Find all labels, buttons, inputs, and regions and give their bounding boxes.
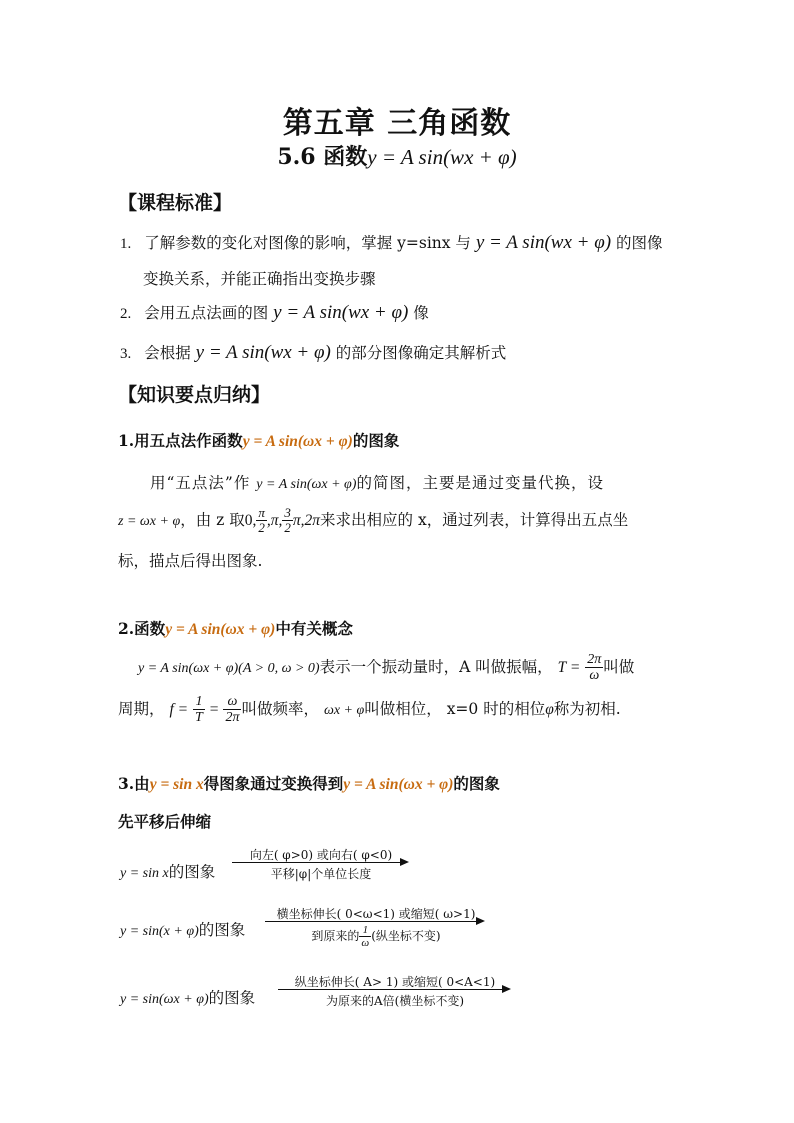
- s2-line1: [138, 652, 634, 684]
- s2-title-formula: y = A sin(ωx + φ): [165, 621, 276, 638]
- s2-text: 叫做相位，: [364, 699, 442, 718]
- standard-text-post: 的图像: [616, 234, 663, 252]
- z-formula: z = ωx + φ: [118, 513, 181, 529]
- s1-para-line1: [150, 471, 604, 493]
- standard-item-2: [120, 301, 429, 324]
- step3-arrow-bottom: 为原来的A倍(横坐标不变): [325, 994, 465, 1008]
- frac-den: ω: [589, 668, 600, 684]
- knowledge-heading: 【知识要点归纳】: [118, 384, 271, 406]
- step-suffix: 的图象: [198, 921, 246, 939]
- step1-arrow-top: 向左( φ>0) 或向右( φ<0): [249, 848, 393, 862]
- s2-title-pre: 2.函数: [118, 619, 166, 638]
- value: π,2π: [292, 511, 321, 529]
- standard-item-3: [120, 341, 506, 364]
- list-number: 2.: [120, 306, 132, 322]
- standard-text: 了解参数的变化对图像的影响，掌握 y=sinx 与: [144, 234, 471, 252]
- s1-text-post: 的简图，主要是通过变量代换，设: [356, 474, 604, 492]
- phase-formula: ωx + φ: [323, 702, 365, 718]
- s2-text: 叫做频率，: [241, 699, 319, 718]
- standard-text: 会根据: [144, 344, 191, 362]
- period-label: T =: [557, 658, 581, 676]
- standards-heading: 【课程标准】: [118, 192, 233, 214]
- frac-num: π: [258, 505, 265, 520]
- step2-arrow-top: 横坐标伸长( 0<ω<1) 或缩短( ω>1): [276, 907, 476, 921]
- fraction-1-over-omega: [359, 924, 371, 949]
- fraction-2pi-over-omega: [585, 652, 603, 684]
- standard-text: 会用五点法画的图: [144, 304, 269, 322]
- list-number: 1.: [120, 236, 132, 252]
- s2-title-post: 中有关概念: [275, 619, 353, 638]
- chapter-title: 第五章 三角函数: [282, 106, 512, 141]
- s3-title: [118, 772, 500, 794]
- frac-num: 1: [359, 924, 371, 937]
- step-formula: y = sin(ωx + φ): [120, 992, 209, 1007]
- step2-arrow-line: [265, 921, 477, 922]
- frac-den: 2π: [225, 710, 240, 726]
- section-title: [0, 140, 794, 171]
- section-title-formula: y = A sin(wx + φ): [367, 145, 517, 169]
- step1-arrow-bottom: 平移|φ|个单位长度: [270, 867, 372, 881]
- frac-num: 2π: [587, 652, 602, 667]
- s3-title-pre: 3.由: [118, 774, 150, 793]
- step1-arrow-line: [232, 862, 402, 863]
- s2-text-end: 称为初相.: [553, 699, 621, 718]
- frac-den: 2: [258, 520, 265, 536]
- s1-para-line3: 标，描点后得出图象.: [118, 552, 263, 570]
- s3-title-post: 的图象: [453, 774, 500, 793]
- value: 0,: [244, 511, 257, 529]
- fraction-omega-over-2pi: [223, 694, 241, 726]
- standard-item-1-cont: 变换关系，并能正确指出变换步骤: [143, 270, 376, 288]
- s2-text: 周期，: [118, 699, 165, 718]
- s1-title-formula: y = A sin(ωx + φ): [242, 433, 353, 450]
- s2-text-end: 叫做: [603, 657, 635, 676]
- s2-title: [118, 617, 353, 639]
- list-number: 3.: [120, 346, 132, 362]
- fraction-3-over-2: [282, 506, 293, 536]
- frac-num: 3: [284, 505, 291, 520]
- s2-text: 表示一个振动量时，A 叫做振幅，: [319, 657, 553, 676]
- frac-den: T: [195, 710, 203, 726]
- step2-bottom-post: (纵坐标不变): [371, 929, 441, 944]
- step2-lhs: [120, 918, 245, 940]
- s1-text: ，由 z 取: [180, 510, 245, 529]
- frac-den: 2: [284, 520, 291, 536]
- frac-den: ω: [361, 937, 370, 950]
- step-formula: y = sin(x + φ): [120, 924, 199, 939]
- step-suffix: 的图象: [208, 989, 256, 1007]
- s3-method-label: 先平移后伸缩: [118, 812, 212, 831]
- fraction-1-over-T: [193, 694, 205, 726]
- s3-title-f1: y = sin x: [149, 776, 204, 793]
- formula: y = A sin(wx + φ): [273, 302, 409, 323]
- step-suffix: 的图象: [168, 863, 216, 881]
- equals: =: [209, 700, 219, 718]
- value: ,π,: [266, 511, 283, 529]
- fraction-pi-over-2: [256, 506, 267, 536]
- s1-text-post: 来求出相应的 x，通过列表，计算得出五点坐: [320, 510, 629, 529]
- step1-lhs: [120, 860, 215, 882]
- s1-title-post: 的图象: [352, 431, 400, 450]
- s3-title-mid: 得图象通过变换得到: [203, 774, 344, 793]
- s1-formula: y = A sin(ωx + φ): [256, 477, 357, 492]
- formula: y = A sin(wx + φ): [195, 342, 331, 363]
- s3-title-f2: y = A sin(ωx + φ): [343, 776, 454, 793]
- standard-item-1: [120, 231, 663, 254]
- formula: y = A sin(wx + φ): [475, 232, 612, 253]
- s1-para-line2: [118, 506, 628, 536]
- s1-text: 用“五点法”作: [150, 474, 251, 492]
- phi-symbol: φ: [545, 700, 554, 718]
- step3-lhs: [120, 986, 255, 1008]
- step-formula: y = sin x: [120, 866, 169, 881]
- step3-arrow-line: [278, 989, 504, 990]
- s1-title: [118, 429, 399, 451]
- step2-arrow-bottom: [270, 924, 482, 949]
- s1-title-pre: 1.用五点法作函数: [118, 431, 243, 450]
- frac-num: 1: [193, 694, 205, 710]
- step2-bottom-pre: 到原来的: [311, 929, 360, 944]
- section-title-prefix: 5.6 函数: [277, 144, 368, 170]
- s2-text: x=0 时的相位: [446, 699, 546, 718]
- frequency-label: f =: [169, 700, 189, 718]
- s2-line2: [118, 694, 621, 726]
- s2-formula: y = A sin(ωx + φ)(A > 0, ω > 0): [138, 660, 320, 676]
- standard-text-post: 的部分图像确定其解析式: [335, 344, 507, 362]
- frac-num: ω: [223, 694, 241, 710]
- step3-arrow-top: 纵坐标伸长( A> 1) 或缩短( 0<A<1): [294, 975, 496, 989]
- standard-text-post: 像: [413, 304, 429, 322]
